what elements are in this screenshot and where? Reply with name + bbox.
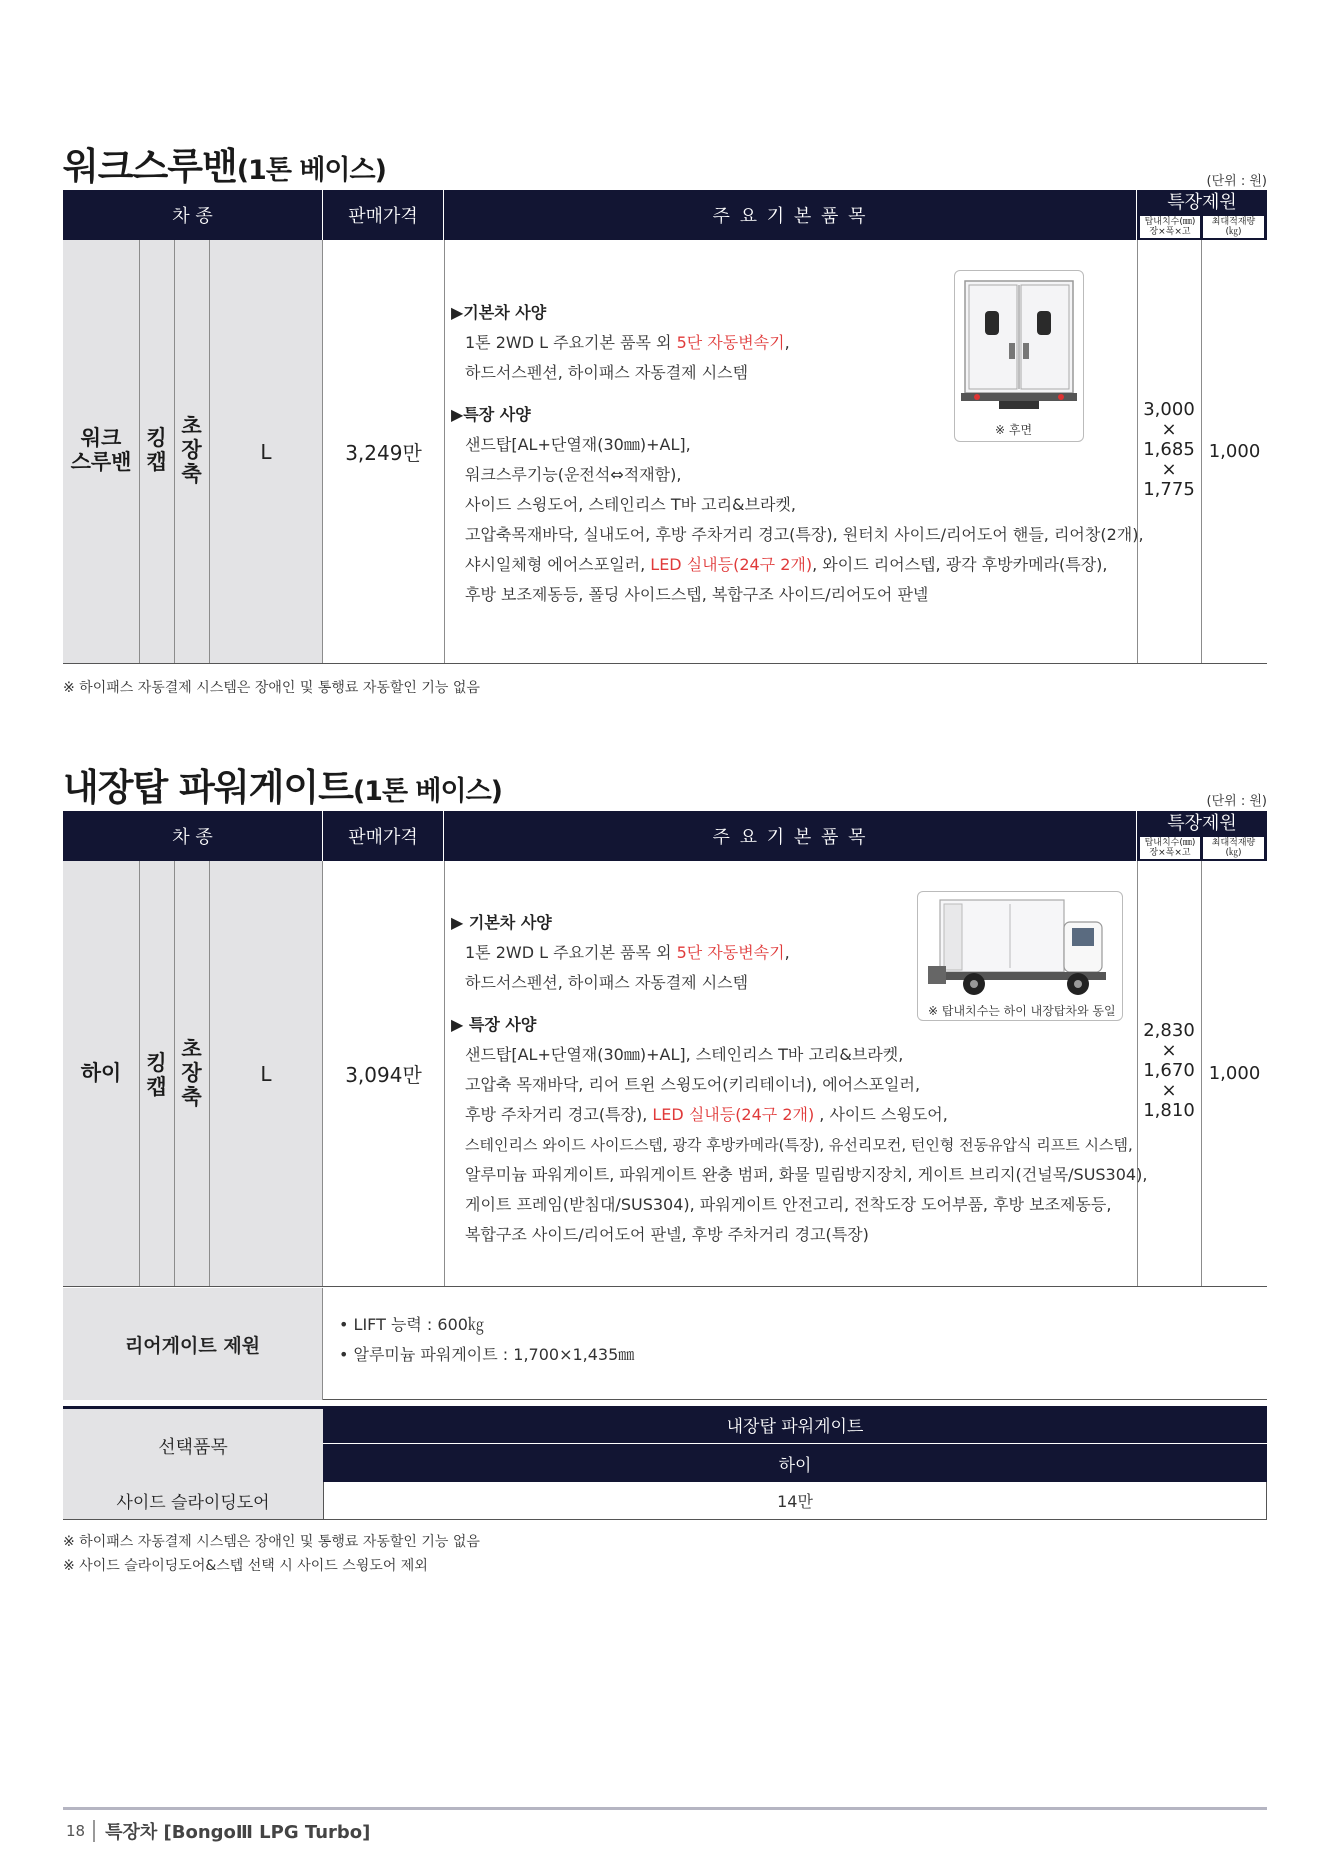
model-cab-line: 캡 — [146, 1075, 167, 1099]
model-cab-line: 캡 — [146, 450, 167, 474]
section2-title-sub: (1톤 베이스) — [352, 776, 503, 807]
dim-times: × — [1161, 419, 1177, 440]
special-spec-line: 사이드 스윙도어, 스테인리스 T바 고리&브라켓, — [465, 495, 796, 514]
section2-max-load: 1,000 — [1208, 1063, 1261, 1084]
section1-table-body — [63, 240, 1267, 664]
section2-table-body — [63, 861, 1267, 1287]
header-spec-load-label: 최대적재량 — [1211, 838, 1256, 848]
model-wheelbase — [174, 1037, 209, 1109]
model-cab-line: 킹 — [146, 426, 167, 450]
model-wheelbase-line: 장 — [181, 438, 202, 462]
special-spec-line: 게이트 프레임(받침대/SUS304), 파워게이트 안전고리, 전착도장 도어부품, 후방 보조제동등, — [465, 1195, 1112, 1214]
section2-note: ※ 사이드 슬라이딩도어&스텝 선택 시 사이드 스윙도어 제외 — [63, 1558, 428, 1574]
header-spec-load — [1203, 216, 1264, 238]
text: 후방 주차거리 경고(특장), — [465, 1105, 653, 1124]
text: 샤시일체형 에어스포일러, — [465, 555, 651, 574]
model-wheelbase-line: 초 — [181, 1037, 202, 1061]
dim-width: 1,670 — [1143, 1060, 1195, 1081]
special-spec-line: 샌드탑[AL+단열재(30㎜)+AL], — [465, 435, 691, 454]
header-features: 주 요 기 본 품 목 — [444, 811, 1137, 861]
section1-title-main: 워크스루밴 — [63, 145, 237, 188]
section1-unit: (단위 : 원) — [1206, 174, 1267, 189]
rear-gate-label: 리어게이트 제원 — [63, 1288, 323, 1400]
text: 1톤 2WD L 주요기본 품목 외 — [465, 333, 677, 352]
special-spec-line: 고압축 목재바닥, 리어 트윈 스윙도어(키리테이너), 에어스포일러, — [465, 1075, 921, 1094]
header-spec-title: 특장제원 — [1167, 813, 1237, 834]
special-spec-line — [451, 1100, 1147, 1130]
highlight: 5단 자동변속기 — [676, 333, 785, 352]
text: , 와이드 리어스텝, 광각 후방카메라(특장), — [812, 555, 1108, 574]
model-wheelbase — [174, 414, 209, 486]
options-item-price: 14만 — [323, 1482, 1267, 1520]
dim-width: 1,685 — [1143, 439, 1195, 460]
rear-gate-spec — [63, 1288, 1267, 1400]
special-spec-line — [451, 550, 1144, 580]
footer-title: 특장차 [BongoⅢ LPG Turbo] — [105, 1822, 371, 1843]
rear-gate-item: • 알루미늄 파워게이트 : 1,700×1,435㎜ — [339, 1345, 635, 1364]
header-spec-dim-label: 탑내치수(㎜) — [1144, 838, 1196, 848]
highlight: 5단 자동변속기 — [676, 943, 785, 962]
model-name-workthru — [63, 426, 139, 474]
divider — [444, 240, 445, 663]
section1-note: ※ 하이패스 자동결제 시스템은 장애인 및 통행료 자동할인 기능 없음 — [63, 680, 480, 696]
model-wheelbase-line: 초 — [181, 414, 202, 438]
text: , — [784, 333, 790, 352]
page-number: 18 — [66, 1822, 86, 1840]
special-spec-title: ▶특장 사양 — [451, 405, 531, 424]
model-name-line: 워크 — [80, 426, 122, 450]
section2-table-header — [63, 811, 1267, 861]
section1-title-sub: (1톤 베이스) — [236, 155, 386, 186]
model-trim: L — [260, 439, 272, 464]
header-spec-dim — [1140, 837, 1200, 859]
text: , — [784, 943, 790, 962]
header-price: 판매가격 — [323, 811, 444, 861]
section2-unit: (단위 : 원) — [1206, 794, 1267, 809]
model-name-line: 스루밴 — [70, 450, 132, 474]
header-spec-dim-label: 탑내치수(㎜) — [1144, 217, 1196, 227]
section2-notes — [63, 1530, 480, 1578]
section2-title-main: 내장탑 파워게이트 — [63, 766, 353, 809]
section1-title — [63, 136, 386, 190]
options-header-left: 선택품목 — [63, 1406, 323, 1482]
dim-times: × — [1161, 459, 1177, 480]
header-spec-load-label: 최대적재량 — [1211, 217, 1256, 227]
header-price: 판매가격 — [323, 190, 444, 240]
text: 1톤 2WD L 주요기본 품목 외 — [465, 943, 677, 962]
model-trim: L — [260, 1061, 272, 1086]
section1-dims — [1139, 400, 1199, 500]
dim-length: 2,830 — [1143, 1020, 1195, 1041]
header-spec-dim-sub: 장×폭×고 — [1149, 227, 1191, 237]
special-spec-line: 알루미늄 파워게이트, 파워게이트 완충 범퍼, 화물 밀림방지장치, 게이트 브리지(건널목/SUS304), — [465, 1165, 1148, 1184]
text: , 사이드 스윙도어, — [814, 1105, 948, 1124]
dim-height: 1,810 — [1143, 1100, 1195, 1121]
model-wheelbase-line: 축 — [181, 462, 202, 486]
special-spec-line: 복합구조 사이드/리어도어 판넬, 후방 주차거리 경고(특장) — [465, 1225, 869, 1244]
powergate-truck-icon — [918, 892, 1122, 1000]
dim-length: 3,000 — [1143, 399, 1195, 420]
rear-van-caption: ※ 후면 — [995, 423, 1033, 437]
footer — [66, 1818, 370, 1844]
dim-times: × — [1161, 1040, 1177, 1061]
section2-note: ※ 하이패스 자동결제 시스템은 장애인 및 통행료 자동할인 기능 없음 — [63, 1534, 480, 1550]
header-model: 차 종 — [63, 190, 323, 240]
special-spec-line: 후방 보조제동등, 폴딩 사이드스텝, 복합구조 사이드/리어도어 판넬 — [465, 585, 929, 604]
footer-separator — [93, 1820, 95, 1842]
highlight: LED 실내등(24구 2개) — [650, 555, 813, 574]
special-spec-line: 스테인리스 와이드 사이드스텝, 광각 후방카메라(특장), 유선리모컨, 턴인형 전동유압식 리프트 시스템, — [465, 1136, 1133, 1154]
options-header-model: 내장탑 파워게이트 — [323, 1406, 1267, 1444]
model-name-high: 하이 — [80, 1061, 122, 1085]
special-spec-line: 고압축목재바닥, 실내도어, 후방 주차거리 경고(특장), 원터치 사이드/리어도어 핸들, 리어창(2개), — [465, 525, 1144, 544]
basic-spec-title: ▶ 기본차 사양 — [451, 913, 552, 932]
model-cab — [139, 426, 174, 474]
options-table — [63, 1406, 1267, 1520]
header-model: 차 종 — [63, 811, 323, 861]
model-price: 3,094만 — [345, 1063, 422, 1087]
powergate-truck-caption: ※ 탑내치수는 하이 내장탑차와 동일 — [928, 1004, 1116, 1018]
rear-gate-items — [339, 1310, 634, 1370]
options-header-trim: 하이 — [323, 1444, 1267, 1482]
divider — [444, 861, 445, 1286]
highlight: LED 실내등(24구 2개) — [652, 1105, 815, 1124]
model-wheelbase-line: 축 — [181, 1085, 202, 1109]
header-spec-dim — [1140, 216, 1200, 238]
section2-title — [63, 757, 502, 811]
header-spec-dim-sub: 장×폭×고 — [1149, 848, 1191, 858]
footer-divider — [63, 1807, 1267, 1810]
header-features: 주 요 기 본 품 목 — [444, 190, 1137, 240]
rear-gate-item: • LIFT 능력 : 600㎏ — [339, 1315, 484, 1334]
special-spec-line: 샌드탑[AL+단열재(30㎜)+AL], 스테인리스 T바 고리&브라켓, — [465, 1045, 904, 1064]
basic-spec-line: 하드서스펜션, 하이패스 자동결제 시스템 — [465, 363, 749, 382]
powergate-truck-image — [917, 891, 1123, 1021]
special-spec-line: 워크스루기능(운전석⇔적재함), — [465, 465, 682, 484]
model-price: 3,249만 — [345, 441, 422, 465]
rear-van-image — [954, 270, 1084, 442]
dim-times: × — [1161, 1080, 1177, 1101]
header-spec-title: 특장제원 — [1167, 192, 1237, 213]
rear-van-icon — [955, 271, 1083, 411]
basic-spec-line: 하드서스펜션, 하이패스 자동결제 시스템 — [465, 973, 749, 992]
dim-height: 1,775 — [1143, 479, 1195, 500]
section2-dims — [1139, 1021, 1199, 1121]
options-item-name: 사이드 슬라이딩도어 — [63, 1482, 323, 1520]
model-cab-line: 킹 — [146, 1051, 167, 1075]
basic-spec-title: ▶기본차 사양 — [451, 303, 547, 322]
header-spec-load-sub: (㎏) — [1225, 227, 1242, 237]
header-spec — [1137, 190, 1267, 240]
section1-table-header — [63, 190, 1267, 240]
model-wheelbase-line: 장 — [181, 1061, 202, 1085]
header-spec — [1137, 811, 1267, 861]
special-spec-title: ▶ 특장 사양 — [451, 1015, 537, 1034]
section1-max-load: 1,000 — [1208, 441, 1261, 462]
header-spec-load — [1203, 837, 1264, 859]
model-cab — [139, 1051, 174, 1099]
header-spec-load-sub: (㎏) — [1225, 848, 1242, 858]
